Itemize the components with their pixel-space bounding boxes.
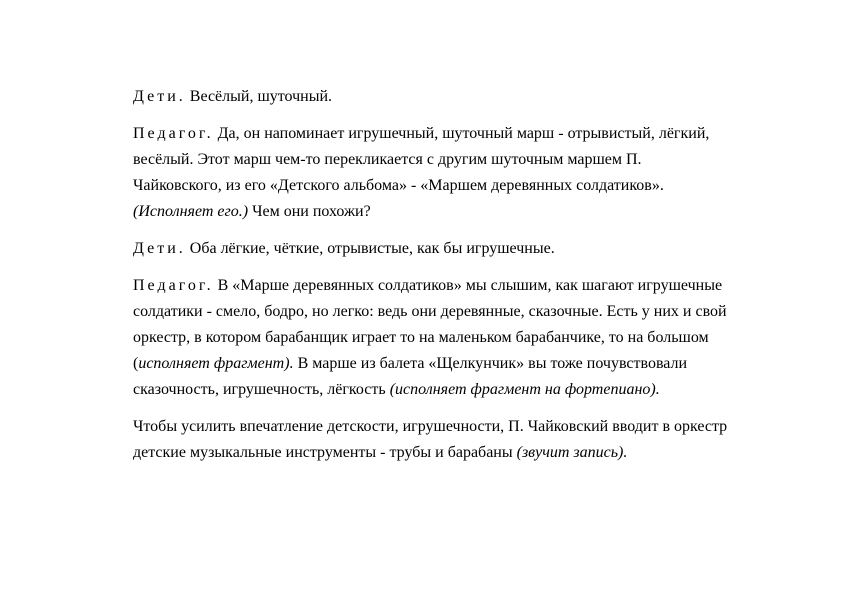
text-segment: Да, он напоминает игрушечный, шуточный марш - отрывистый, лёгкий, весёлый. Этот марш чем-то перекликается с другим шуточным маршем П. Чайковского, из его «Детского альбома» - «Маршем деревянных солдатиков».	[133, 125, 710, 194]
text-segment: Чем они похожи?	[248, 203, 371, 220]
paragraph-teacher-2	[133, 273, 733, 403]
paragraph-children-reply-1	[133, 84, 733, 110]
stage-direction: (Исполняет его.)	[133, 203, 249, 220]
text-segment: В марше из балета «Щелкунчик» вы тоже почувствовали сказочность, игрушечность, лёгкость	[133, 355, 688, 398]
speaker-label: Дети.	[133, 240, 186, 257]
stage-direction: исполняет фрагмент).	[138, 355, 294, 372]
speaker-label: Педагог.	[133, 277, 214, 294]
paragraph-teacher-1	[133, 121, 733, 225]
stage-direction: (исполняет фрагмент на фортепиано).	[389, 381, 660, 398]
stage-direction: (звучит запись).	[516, 444, 628, 461]
speaker-label: Педагог.	[133, 125, 214, 142]
text-segment: Весёлый, шуточный.	[185, 88, 333, 105]
text-segment: В «Марше деревянных солдатиков» мы слышим, как шагают игрушечные солдатики - смело, бодро, но легко: ведь они деревянные, сказочные. Есть у них и свой оркестр, в котором барабанщик играет то на маленьком барабанчике, то на большом (	[133, 277, 727, 372]
document-text	[133, 84, 733, 477]
text-segment: Оба лёгкие, чёткие, отрывистые, как бы игрушечные.	[185, 240, 555, 257]
paragraph-children-reply-2	[133, 236, 733, 262]
paragraph-narration	[133, 414, 733, 466]
text-segment: Чтобы усилить впечатление детскости, игрушечности, П. Чайковский вводит в оркестр детские музыкальные инструменты - трубы и барабаны	[133, 418, 728, 461]
speaker-label: Дети.	[133, 88, 186, 105]
